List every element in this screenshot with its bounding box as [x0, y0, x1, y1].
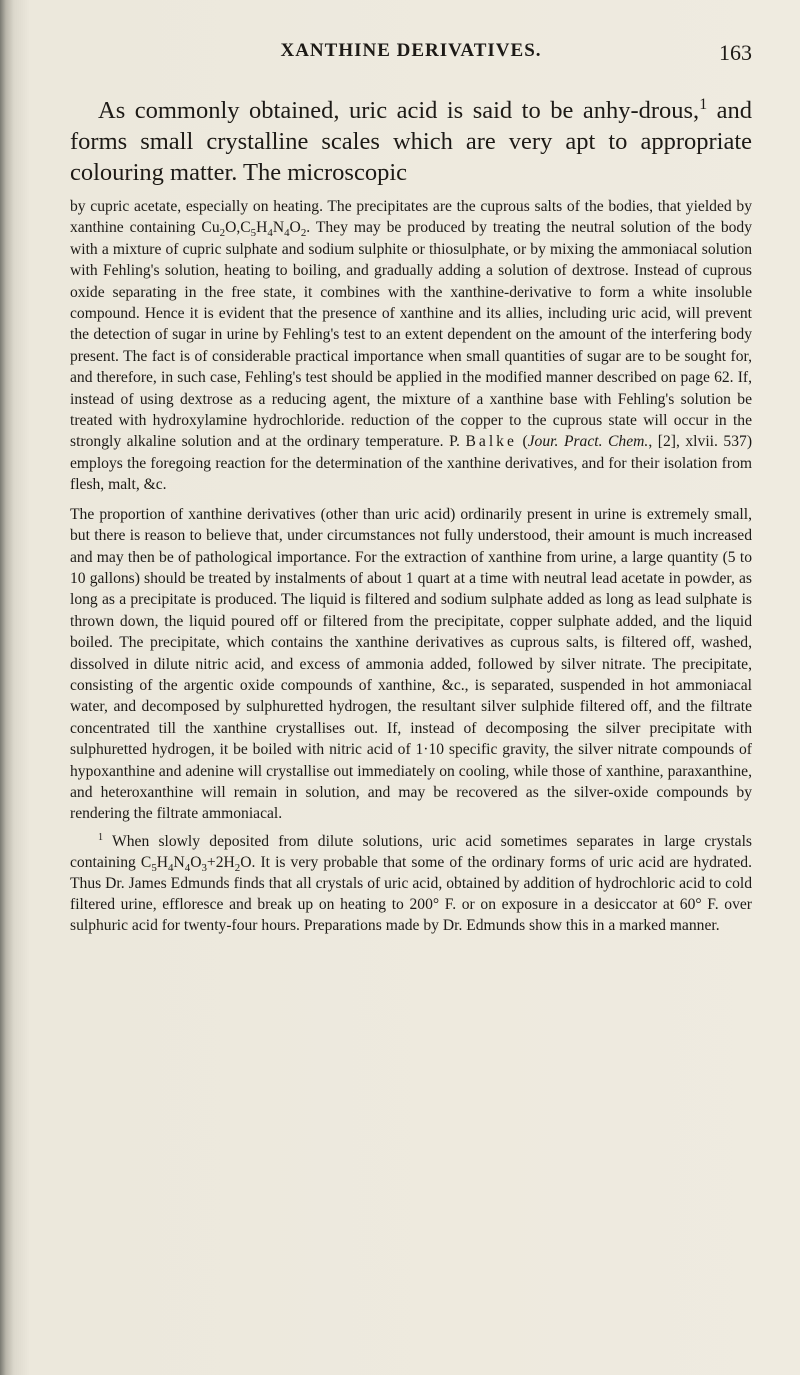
subscript: 4 — [284, 227, 290, 240]
text-run: N — [272, 219, 285, 237]
footnote-reference: 1 — [699, 95, 708, 113]
subscript: 2 — [234, 861, 241, 874]
text-run: . They may be produced by treating the neutral solution of the body with a mixture of cupric sulphate and sodium sulphite or thiosulphate, or by mixing the ammoniacal solution with Fehling's solution, heating to boiling, and gradually adding a solution of dextrose. Instead of cuprous oxide separating in the free state, it combines with the xanthine-derivative to form a white insoluble compound. Hence it is evident that the presence of xanthine and its allies, including uric acid, will prevent the detection of sugar in urine by Fehling's test to an extent dependent on the amount of the interfering body present. The fact is of considerable practical importance when small quantities of sugar are to be sought for, and therefore, in such case, Fehling's test should be applied in the modified manner described on page 62. If, instead of using dextrose as a reducing agent, the mixture of a xanthine base with Fehling's solution be treated with hydroxylamine hydrochloride. reduction of the copper to the cuprous state will occur in the strongly alkaline solution and at the ordinary temperature. P. — [70, 219, 753, 451]
lead-text-start: As commonly obtained, uric acid is said to be anhy-drous, — [98, 97, 700, 124]
text-run: , [2], xlvii. 537) employs the foregoing reaction for the determination of the xanthine derivatives, and for their isolation from flesh, malt, &c. — [70, 433, 753, 494]
subscript: 5 — [151, 861, 157, 874]
subscript: 5 — [250, 227, 257, 240]
running-title: XANTHINE DERIVATIVES. — [280, 40, 542, 61]
footnote-mark: 1 — [98, 831, 104, 843]
text-run: O,C — [225, 219, 251, 237]
text-run: O — [190, 853, 202, 871]
main-paragraph-2: The proportion of xanthine derivatives (other than uric acid) ordinarily present in urine is extremely small, but there is reason to believe that, under circumstances not fully understood, their amount is much increased and may then be of pathological importance. For the extraction of xanthine from urine, a large quantity (5 to 10 gallons) should be treated by instalments of about 1 quart at a time with neutral lead acetate in powder, as long as a precipitate is produced. The liquid is filtered and sodium sulphate added as long as lead sulphate is thrown down, the liquid poured off or filtered from the precipitate, copper sulphate added, and the liquid boiled. The precipitate, which contains the xanthine derivatives as cuprous salts, is filtered off, washed, dissolved in dilute nitric acid, and excess of ammonia added, followed by silver nitrate. The precipitate, consisting of the argentic oxide compounds of xanthine, &c., is separated, suspended in hot ammoniacal water, and decomposed by sulphuretted hydrogen, the resultant silver sulphide filtered off, and the filtrate concentrated till the xanthine crystallises out. If, instead of decomposing the silver precipitate with sulphuretted hydrogen, it be boiled with nitric acid of 1·10 specific gravity, the silver nitrate compounds of hypoxanthine and adenine will crystallise out immediately on cooling, while those of xanthine, paraxanthine, and heteroxanthine will remain in solution, and may be recovered as the silver-oxide compounds by rendering the filtrate ammoniacal. — [70, 505, 752, 823]
main-paragraph-1 — [70, 196, 752, 496]
subscript: 3 — [201, 861, 207, 874]
text-run: +2H — [206, 853, 235, 871]
text-run: O. It is very probable that some of the ordinary forms of uric acid are hydrated. Thus Dr. James Edmunds finds that all crystals of uric acid, obtained by addition of hydrochloric acid to cold filtered urine, effloresce and break up on heating to 200° F. or on exposure in a desiccator at 60° F. over sulphuric acid for twenty-four hours. Preparations made by Dr. Edmunds show this in a marked manner. — [70, 853, 752, 934]
text-run: by cupric acetate, especially on heating. The precipitates are the cuprous salts of the bodies, that yielded by xanthine containing Cu — [70, 198, 752, 237]
subscript: 2 — [219, 227, 226, 240]
journal-title: Jour. Pract. Chem. — [527, 433, 649, 451]
body-text — [70, 95, 752, 936]
lead-text-end: and forms small crystalline scales which are very apt to appropriate colouring matter. The microscopic — [70, 97, 753, 186]
text-run: N — [173, 853, 185, 871]
subscript: 4 — [184, 861, 191, 874]
text-run: H — [156, 853, 169, 871]
text-run: ( — [516, 433, 528, 451]
footnote — [70, 831, 752, 936]
page-number: 163 — [719, 40, 752, 65]
subscript: 4 — [267, 227, 273, 240]
subscript: 4 — [168, 861, 174, 874]
text-run: H — [256, 219, 268, 237]
subscript: 2 — [300, 227, 307, 240]
text-run: When slowly deposited from dilute solutions, uric acid sometimes separates in large crystals containing C — [70, 832, 752, 871]
text-run: O — [289, 219, 301, 237]
lead-paragraph — [70, 95, 752, 188]
author-name: Balke — [465, 433, 517, 451]
page-header — [70, 40, 752, 70]
